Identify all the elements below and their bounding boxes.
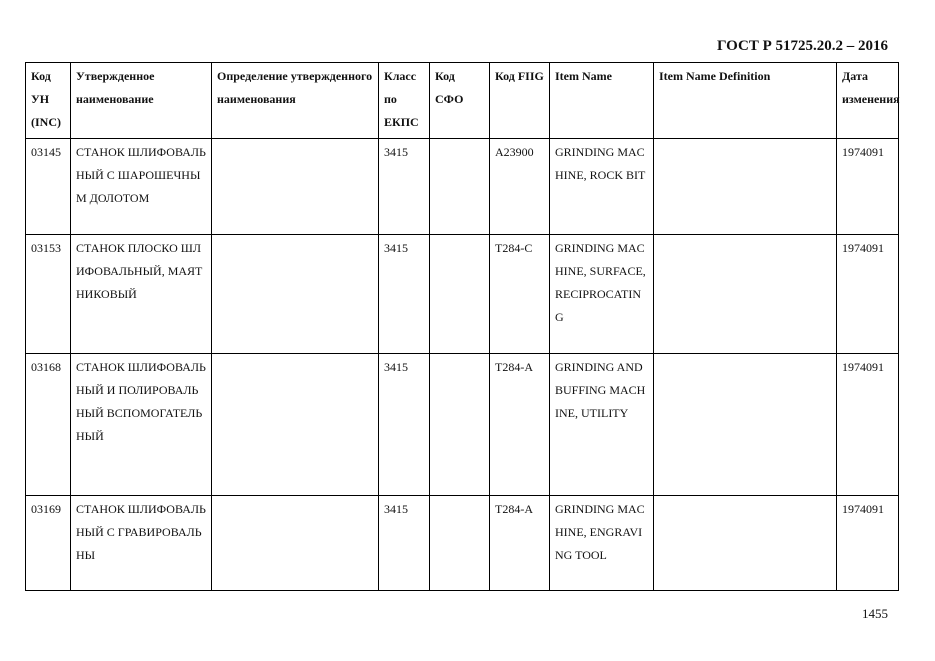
- table-row: [26, 235, 899, 354]
- approved-name-cell: СТАНОК ШЛИФОВАЛЬНЫЙ И ПОЛИРОВАЛЬНЫЙ ВСПОМОГАТЕЛЬНЫЙ: [71, 354, 212, 496]
- ekps-class-cell: 3415: [379, 354, 430, 496]
- inc-cell: 03169: [26, 496, 71, 591]
- fiig-code-cell: T284-C: [490, 235, 550, 354]
- ekps-class-cell: 3415: [379, 139, 430, 235]
- definition-cell: [212, 235, 379, 354]
- table-row: [26, 496, 899, 591]
- item-name-cell: GRINDING MACHINE, SURFACE, RECIPROCATING: [550, 235, 654, 354]
- sfo-code-cell: [430, 139, 490, 235]
- item-name-definition-cell: [654, 235, 837, 354]
- change-date-cell: 1974091: [837, 496, 899, 591]
- definition-cell: [212, 354, 379, 496]
- fiig-code-cell: T284-A: [490, 496, 550, 591]
- column-header: Код УН (INC): [26, 63, 71, 139]
- item-name-definition-cell: [654, 496, 837, 591]
- table-header-row: [26, 63, 899, 139]
- inc-cell: 03168: [26, 354, 71, 496]
- definition-cell: [212, 496, 379, 591]
- item-name-definition-cell: [654, 139, 837, 235]
- change-date-cell: 1974091: [837, 354, 899, 496]
- registry-table: [25, 62, 899, 591]
- item-name-definition-cell: [654, 354, 837, 496]
- item-name-cell: GRINDING MACHINE, ROCK BIT: [550, 139, 654, 235]
- sfo-code-cell: [430, 496, 490, 591]
- fiig-code-cell: A23900: [490, 139, 550, 235]
- change-date-cell: 1974091: [837, 235, 899, 354]
- approved-name-cell: СТАНОК ШЛИФОВАЛЬНЫЙ С ГРАВИРОВАЛЬНЫ: [71, 496, 212, 591]
- definition-cell: [212, 139, 379, 235]
- sfo-code-cell: [430, 235, 490, 354]
- standard-header: ГОСТ Р 51725.20.2 – 2016: [716, 38, 888, 54]
- change-date-cell: 1974091: [837, 139, 899, 235]
- approved-name-cell: СТАНОК ПЛОСКО ШЛИФОВАЛЬНЫЙ, МАЯТНИКОВЫЙ: [71, 235, 212, 354]
- column-header: Класс по ЕКПС: [379, 63, 430, 139]
- inc-cell: 03145: [26, 139, 71, 235]
- ekps-class-cell: 3415: [379, 496, 430, 591]
- sfo-code-cell: [430, 354, 490, 496]
- column-header: Код СФО: [430, 63, 490, 139]
- column-header: Дата изменения: [837, 63, 899, 139]
- fiig-code-cell: T284-A: [490, 354, 550, 496]
- ekps-class-cell: 3415: [379, 235, 430, 354]
- table-row: [26, 139, 899, 235]
- column-header: Код FIIG: [490, 63, 550, 139]
- inc-cell: 03153: [26, 235, 71, 354]
- column-header: Утвержденное наименование: [71, 63, 212, 139]
- item-name-cell: GRINDING MACHINE, ENGRAVING TOOL: [550, 496, 654, 591]
- table-row: [26, 354, 899, 496]
- column-header: Определение утвержденного наименования: [212, 63, 379, 139]
- page-number: 1455: [862, 606, 888, 621]
- column-header: Item Name: [550, 63, 654, 139]
- item-name-cell: GRINDING AND BUFFING MACHINE, UTILITY: [550, 354, 654, 496]
- column-header: Item Name Definition: [654, 63, 837, 139]
- approved-name-cell: СТАНОК ШЛИФОВАЛЬНЫЙ С ШАРОШЕЧНЫМ ДОЛОТОМ: [71, 139, 212, 235]
